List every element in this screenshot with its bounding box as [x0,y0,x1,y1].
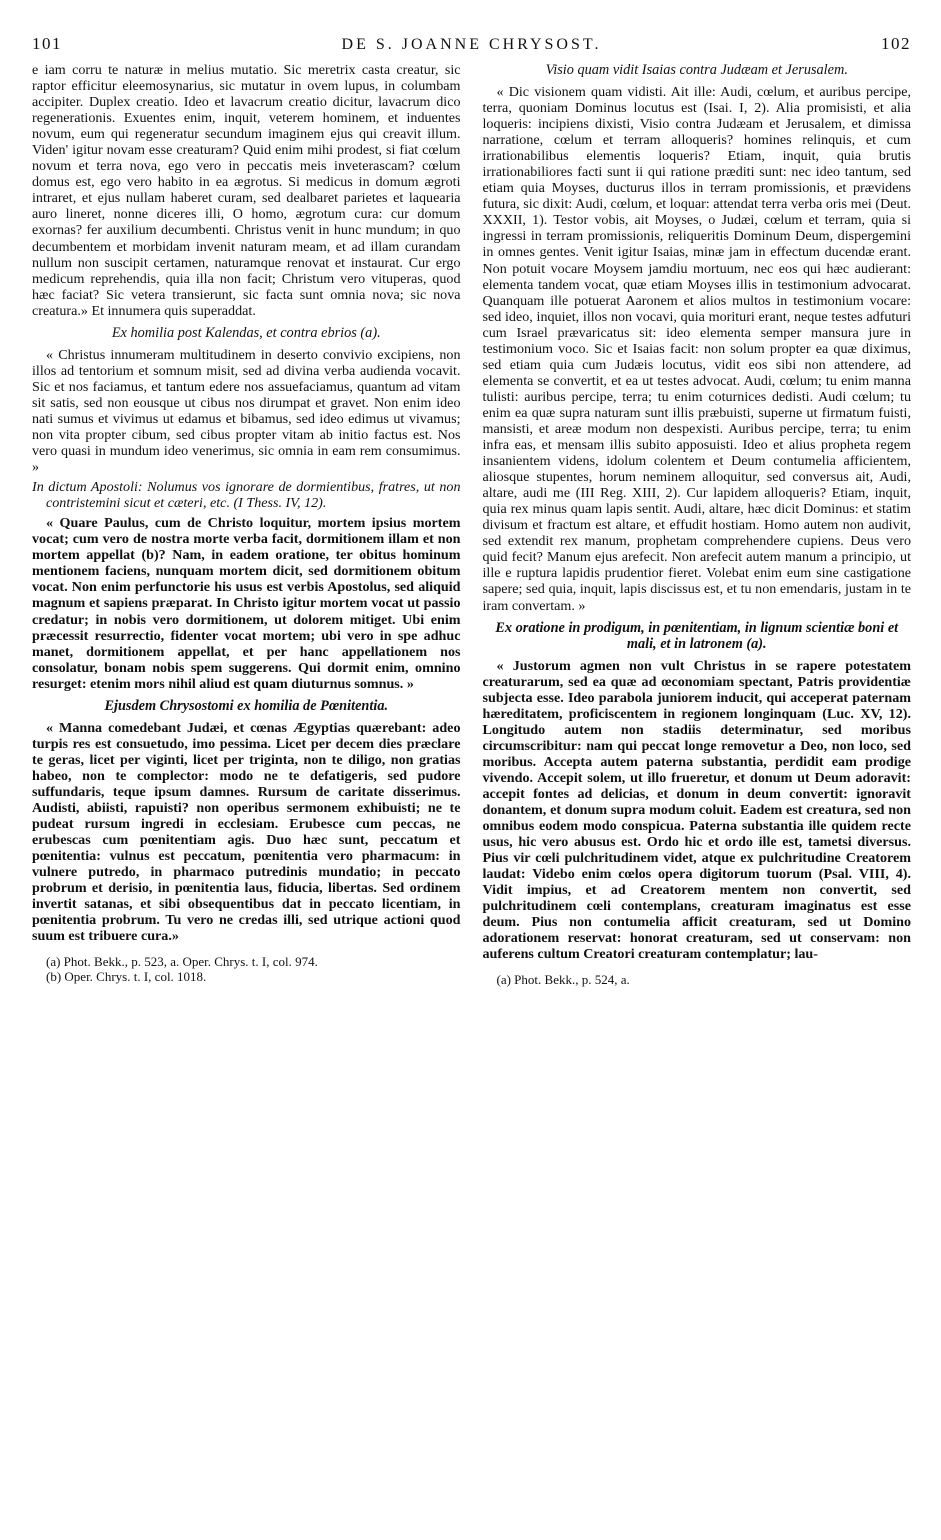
section-heading: In dictum Apostoli: Nolumus vos ignorare de dormientibus, fratres, ut non contristemini sicut et cæteri, etc. (I Thess. IV, 12). [32,479,461,512]
section-heading: Visio quam vidit Isaias contra Judæam et Jerusalem. [545,62,848,78]
paragraph: « Justorum agmen non vult Christus in se rapere potestatem creaturarum, sed ea quæ ad œconomiam spectant, Patris providentiæ subjecta esse. Ideo parabola juniorem inducit, qui acceperat paternam hæreditatem, proficiscentem in regionem longinquam (Luc. XV, 12). Longitudo autem non stadiis determinatur, sed moribus circumscribitur: nam qui peccat longe removetur a Deo, non loco, sed moribus. Accepta autem paterna substantia, perdidit eam prodige vivendo. Accepit solem, ut illo frueretur, et donum ut Deum adoravit: accepit fontes ad delicias, et donum in deum convertit: ignoravit donantem, et donum supra modum coluit. Eadem est creatura, sed non omnibus eodem modo conspicua. Paterna substantia ille quidem recte usus, hic vero abusus est. Ordo hic et ordo ille est, tametsi diversus. Pius vir cœli pulchritudinem videt, atque ex pulchritudine Creatorem laudat: Videbo enim cœlos opera digitorum tuorum (Psal. VIII, 4). Vidit impius, et ad Creatorem mentem non convertit, sed pulchritudinem cœli contemplans, creaturam imaginatus est esse deum. Pius non contumelia afficit creaturam, sed ut Domino adorationem reservat: honorat creaturam, sed ut conservam: non auferens cultum Creatori creaturam contemplatur; lau- [482,657,911,963]
footnotes [483,972,912,987]
text-columns [32,62,911,987]
paragraph: « Manna comedebant Judæi, et cœnas Ægyptias quærebant: adeo turpis res est consuetudo, imo pessima. Licet per decem dies præclare te geras, licet per viginti, licet per triginta, non te diligo, non gratias habeo, non te complector: modo ne te defatigeris, sed pudore suffundaris, teque ipsum damnes. Rursum de caritate disserimus. Audisti, abiisti, rapuisti? non operibus sermonem exhibuisti; ne te pudeat rursum ingredi in ecclesiam. Erubesce cum peccas, ne erubescas cum pœnitentiam agis. Duo hæc sunt, peccatum et pœnitentia: vulnus est peccatum, pœnitentia vero pharmacum: in vulnere putredo, in pharmaco putredinis mundatio; in peccato probrum et derisio, in pœnitentia laus, fiducia, libertas. Sed ordinem invertit satanas, et sibi obsequentibus dat in peccato licentiam, in pœnitentia probrum. Tu vero ne credas illi, sed utrique actioni quod suum est tribuere cura.» [32,719,461,945]
running-head [32,34,911,60]
section-heading: Ex oratione in prodigum, in pœnitentiam, in lignum scientiæ boni et mali, et in latronem (a). [495,619,899,652]
paragraph: « Christus innumeram multitudinem in deserto convivio excipiens, non illos ad tentorium et somnum misit, sed ad divina verba audienda vocavit. Sic et nos faciamus, et tantum edere nos assuefaciamus, quantum ad vitam sit satis, sed non eousque ut cibus nos dirumpat et gravet. Non enim ideo nati sumus et vivimus ut edamus et bibamus, sed ideo edimus ut vivamus; non vita propter cibum, sed cibus propter vitam ab initio factus est. Nos vero quasi in mundum ideo venerimus, sic omnia in eam rem consumimus. » [32,346,461,476]
page-number-left: 101 [32,34,62,53]
paragraph: e iam corru te naturæ in melius mutatio. Sic meretrix casta creatur, sic raptor efficitur eleemosynarius, sic mutatur in ovem lupus, in columbam accipiter. Duplex creatio. Ideo et lavacrum creatio dicitur, lavacrum dico regenerationis. Exuentes enim, inquit, veterem hominem, et induentes novum, eum qui regeneratur secundum imaginem ejus qui creavit illum. Viden' igitur novam esse creaturam? Quid enim mihi prodest, si fiat cœlum novum et terra nova, ego vero in peccatis meis inveterascam? cœlum domus est, ego vero habito in ea ægrotus. Si medicus in domum ægroti intraret, et ejus nullam haberet curam, sed dealbaret parietes et laquearia auro lineret, nonne diceres illi, O homo, ægrotum cura: cur domum exornas? fer auxilium decumbenti. Christus venit in hunc mundum; in quo decumbentem et morbidam invenit naturam meam, et ad illam curandam nullum non suscipit certamen, naturamque renovat et instaurat. Cur ergo medicum reprehendis, quia illa non facit; Christum vero vituperas, quod hæc faciat? Sic vetera transierunt, sic facta sunt omnia nova; sic nova creatura.» Et innumera quis superaddat. [32,62,461,319]
right-column [483,62,912,987]
footnote: (b) Oper. Chrys. t. I, col. 1018. [46,969,207,985]
running-title: DE S. JOANNE CHRYSOST. [341,36,602,53]
section-heading: Ejusdem Chrysostomi ex homilia de Pœnitentia. [104,697,389,714]
footnote: (a) Phot. Bekk., p. 523, a. Oper. Chrys. t. I, col. 974. [46,954,318,970]
footnote: (a) Phot. Bekk., p. 524, a. [496,972,630,988]
page-number-right: 102 [880,34,911,53]
paragraph: « Dic visionem quam vidisti. Ait ille: Audi, cœlum, et auribus percipe, terra, quoniam Dominus locutus est (Isai. I, 2). Alia promisisti, et alia loqueris: incipiens dixisti, Visio contra Judæam et Jerusalem, et dimissa narratione, cœlum et terram alloqueris? homines relinquis, et cum irrationabilibus elementis loqueris? Etiam, inquit, quia brutis irrationabiliores facti sunt ii qui ratione præditi sunt: nec ideo tantum, sed etiam quia Moyses, ducturus illos in terram promissionis, et prævidens futura, sic dixit: Audi, cœlum, et loquar: attendat terra verba oris mei (Deut. XXXII, 1). Testor vobis, ait Moyses, o Judæi, cœlum et terram, quia si ingressi in terram promissionis, reliqueritis Dominum Deum, dispergemini in omnes gentes. Venit igitur Isaias, minæ jam in effectum ducendæ erant. Non potuit vocare Moysem jamdiu mortuum, nec eos qui hæc audierant: elementa tandem vocat, quæ etiam Moyses illis in testimonium advocarat. Quanquam ille potuerat Aaronem et alios multos in testimonium vocare: sed ideo, inquiet, illos non vocavi, quia morituri erant, neque testes adfuturi cum Israel prævaricatus sit: ideo elementa semper mansura jure in testimonium voco. Sic et Isaias facit: non solum propter ea quæ diximus, sed etiam quia cum Judæis locutus, vidit eos sibi non attendere, ad elementa se convertit, et ea ut testes advocat. Audi, cœlum; tu enim manna tulisti: auribus percipe, terra; tu enim coturnices dedisti. Audi cœlum; tu enim ea quæ supra naturam sunt illis præbuisti, superne ut firmatum fuisti, mansisti, et areæ modum non despexisti. Auribus percipe, terra; tu enim infra eas, et mensam illis subito apposuisti. Ideo et alius propheta regem insanientem videns, idolum colentem et Deum contumelia afficientem, aliosque stupentes, horum neminem alloquitur, sed conversus ait, Audi, altare, audi me (III Reg. XIII, 2). Cur lapidem alloqueris? Etiam, inquit, quia rex minus quam lapis sentit. Audi, altare, hæc dicit Dominus: et statim divisum et fractum est altare, et effudit hostiam. Homo autem non audivit, sed extendit rex manum, prophetam comprehendere cupiens. Deus vero quid fecit? Manum ejus arefecit. Non arefecit autem manum a principio, ut ille e ruptura lapidis prudentior fieret. Volebat enim eum sine castigatione sapere; sed quia, inquit, lapis discissus est, et tu non emendaris, justam in te iram convertam. » [482,84,911,614]
paragraph: « Quare Paulus, cum de Christo loquitur, mortem ipsius mortem vocat; cum vero de nostra morte verba facit, dormitionem illam et non mortem appellat (b)? Nam, in eadem oratione, ter obitus hominum mentionem faciens, nunquam mortem dicit, sed dormitionem obitum vocat. Non enim perfunctorie his usus est verbis Apostolus, sed aliquid magnum et sapiens præparat. In Christo igitur mortem vocat ut passio credatur; in nobis vero dormitionem, ut dolorem mitiget. Ubi enim præcessit resurrectio, fidenter vocat mortem; ubi vero in spe adhuc manet, dormitionem appellat, et per hanc appellationem nos consolatur, bonam nobis spem suggerens. Qui dormit enim, omnino resurget: etenim mors nihil aliud est quam diuturnus somnus. » [32,515,461,692]
section-heading: Ex homilia post Kalendas, et contra ebrios (a). [111,324,381,341]
left-column [32,62,461,987]
footnotes [32,954,461,984]
